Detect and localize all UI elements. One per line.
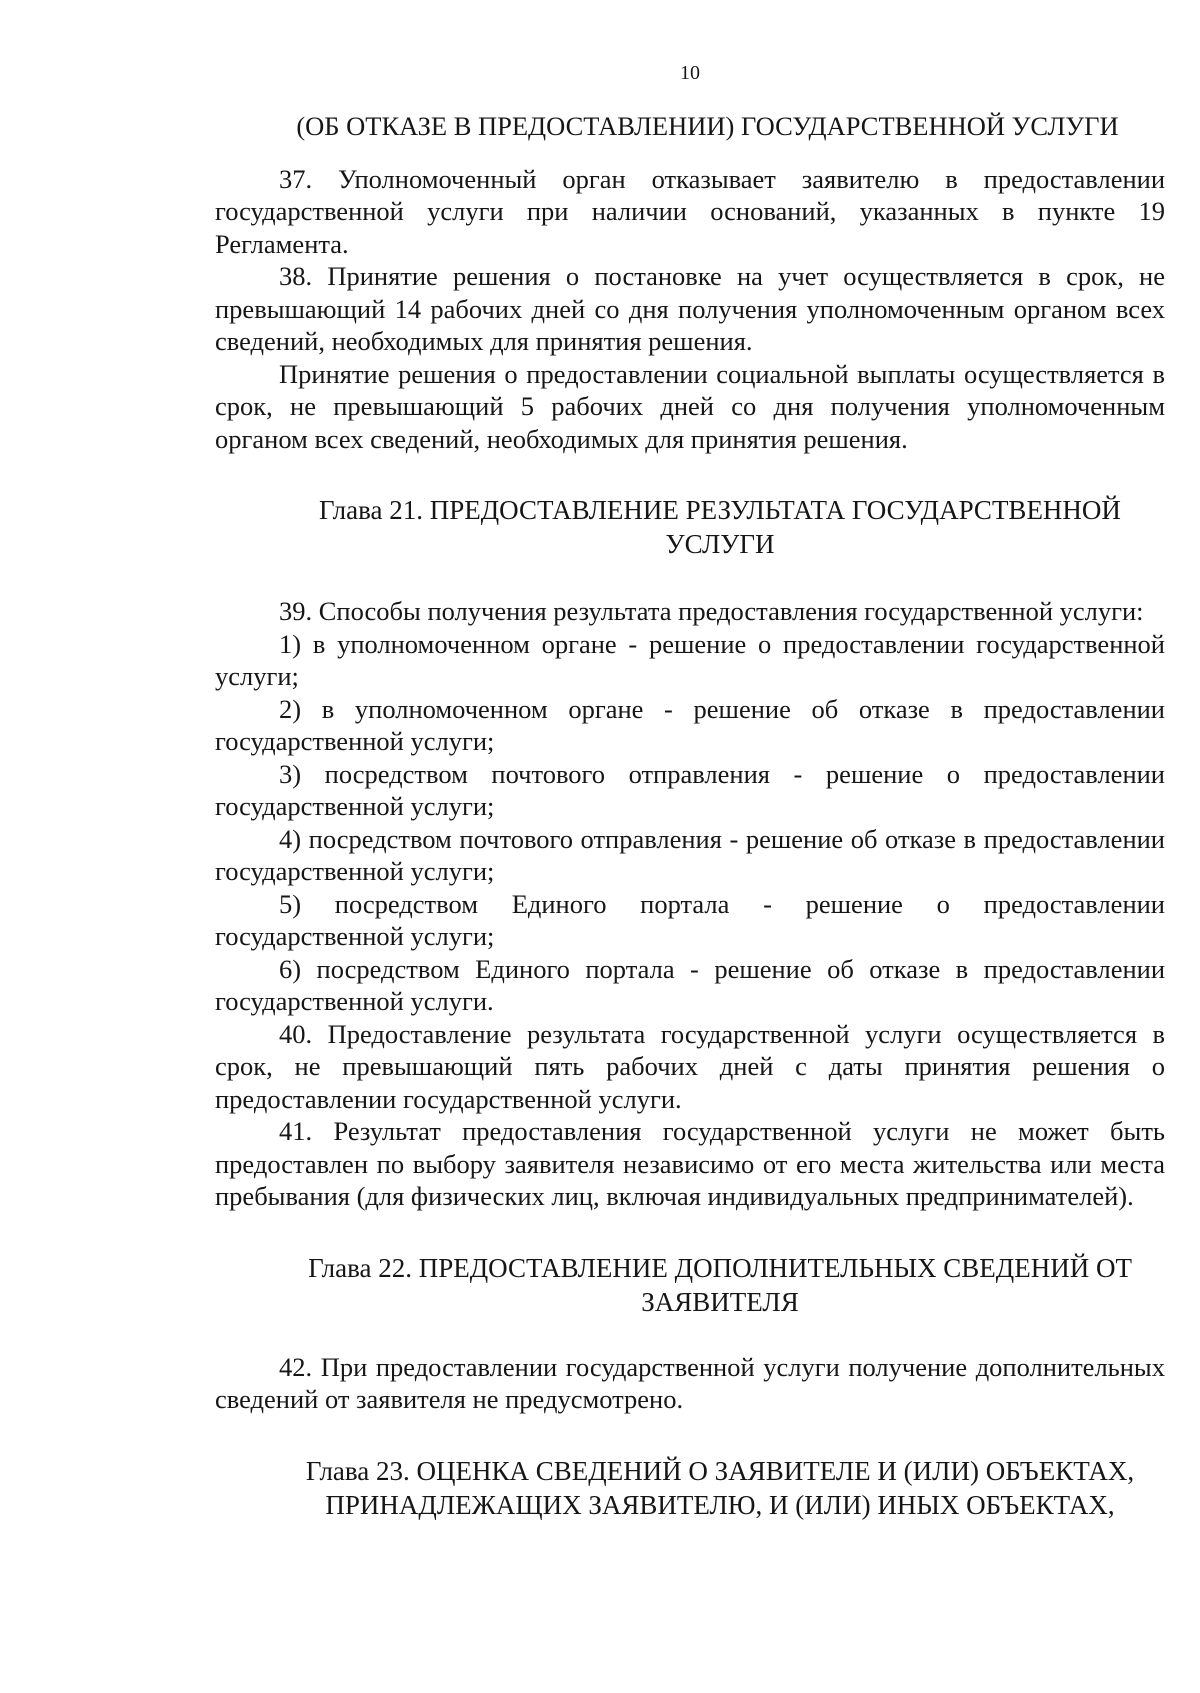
paragraph-38-continued: Принятие решения о предоставлении социальной выплаты осуществляется в срок, не превышающий 5 рабочих дней со дня получения уполномоченным органом всех сведений, необходимых для принятия решения. xyxy=(215,358,1165,454)
chapter-23-line2: ПРИНАДЛЕЖАЩИХ ЗАЯВИТЕЛЮ, И (ИЛИ) ИНЫХ ОБЪЕКТАХ, xyxy=(325,1489,1115,1520)
chapter-21-line1: Глава 21. ПРЕДОСТАВЛЕНИЕ РЕЗУЛЬТАТА ГОСУДАРСТВЕННОЙ xyxy=(319,495,1121,525)
chapter-22-heading xyxy=(215,1251,1165,1319)
chapter-23-line1: Глава 23. ОЦЕНКА СВЕДЕНИЙ О ЗАЯВИТЕЛЕ И (ИЛИ) ОБЪЕКТАХ, xyxy=(305,1455,1135,1486)
chapter-21-heading xyxy=(215,493,1165,561)
list-item-6: 6) посредством Единого портала - решение об отказе в предоставлении государственной услуги. xyxy=(215,953,1165,1016)
paragraph-42: 42. При предоставлении государственной услуги получение дополнительных сведений от заявителя не предусмотрено. xyxy=(215,1351,1165,1414)
paragraph-37: 37. Уполномоченный орган отказывает заявителю в предоставлении государственной услуги при наличии оснований, указанных в пункте 19 Регламента. xyxy=(215,163,1165,259)
chapter-22-line2: ЗАЯВИТЕЛЯ xyxy=(641,1286,799,1317)
list-item-5: 5) посредством Единого портала - решение о предоставлении государственной услуги; xyxy=(215,888,1165,951)
chapter-22-line1: Глава 22. ПРЕДОСТАВЛЕНИЕ ДОПОЛНИТЕЛЬНЫХ СВЕДЕНИЙ ОТ xyxy=(308,1252,1132,1283)
document-body xyxy=(215,110,1165,1522)
paragraph-39: 39. Способы получения результата предоставления государственной услуги: xyxy=(279,596,1144,626)
list-item-2: 2) в уполномоченном органе - решение об отказе в предоставлении государственной услуги; xyxy=(215,693,1165,756)
chapter-21-line2: УСЛУГИ xyxy=(665,529,775,559)
list-item-4: 4) посредством почтового отправления - решение об отказе в предоставлении государственной услуги; xyxy=(215,823,1165,886)
list-item-1: 1) в уполномоченном органе - решение о предоставлении государственной услуги; xyxy=(215,628,1165,691)
section-heading: (ОБ ОТКАЗЕ В ПРЕДОСТАВЛЕНИИ) ГОСУДАРСТВЕННОЙ УСЛУГИ xyxy=(296,111,1119,141)
chapter-23-heading xyxy=(215,1454,1165,1522)
list-item-3: 3) посредством почтового отправления - решение о предоставлении государственной услуги; xyxy=(215,758,1165,821)
paragraph-40: 40. Предоставление результата государственной услуги осуществляется в срок, не превышающий пять рабочих дней с даты принятия решения о предоставлении государственной услуги. xyxy=(215,1018,1165,1114)
paragraph-38: 38. Принятие решения о постановке на учет осуществляется в срок, не превышающий 14 рабочих дней со дня получения уполномоченным органом всех сведений, необходимых для принятия решения. xyxy=(215,261,1165,356)
paragraph-41: 41. Результат предоставления государственной услуги не может быть предоставлен по выбору заявителя независимо от его места жительства или места пребывания (для физических лиц, включая индивидуальных предпринимателей). xyxy=(215,1116,1165,1211)
page-number: 10 xyxy=(680,62,700,84)
